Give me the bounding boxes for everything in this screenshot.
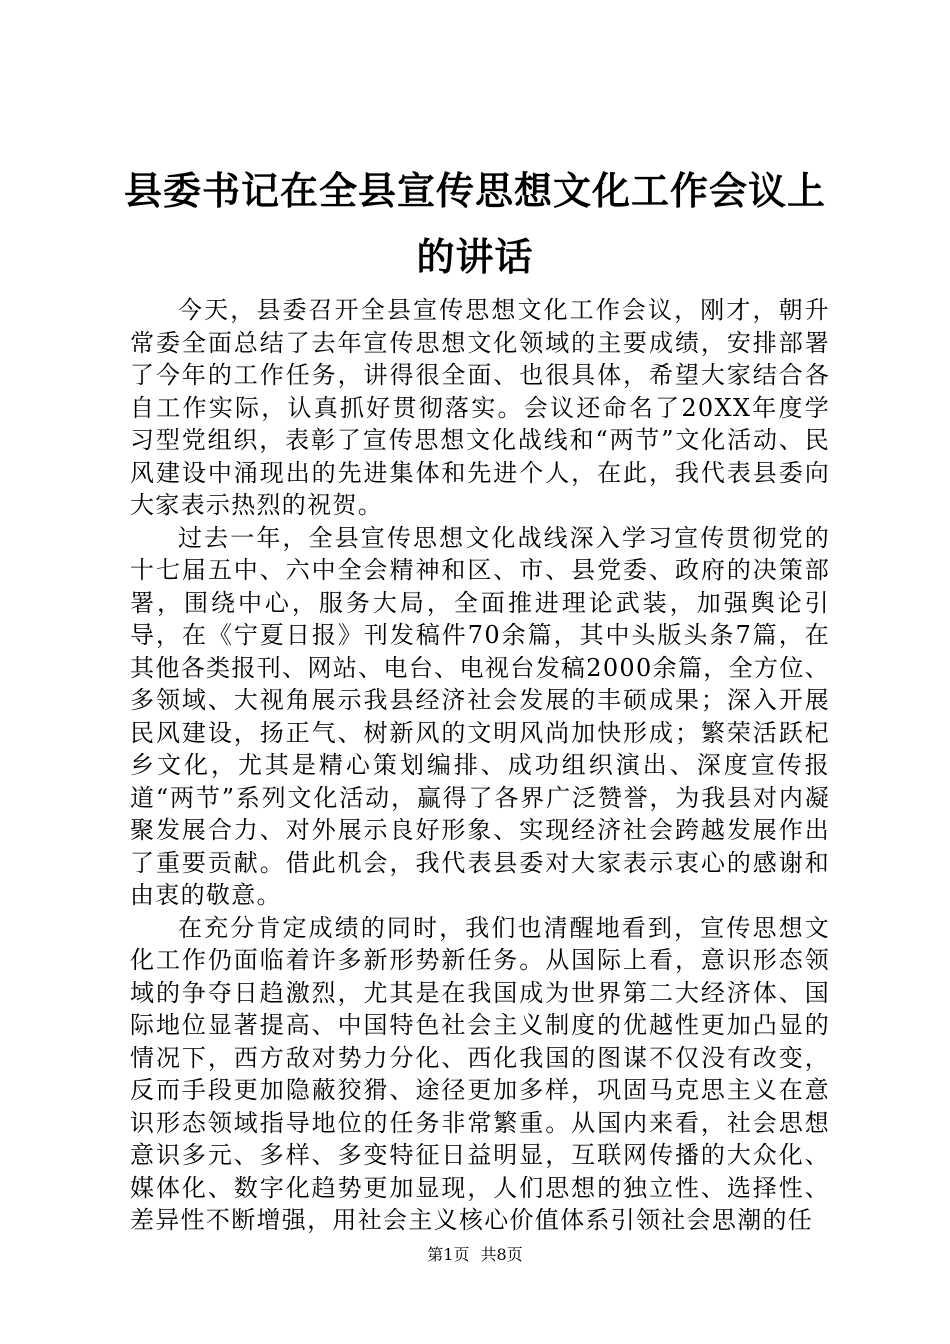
page-total: 共8页	[480, 1245, 523, 1264]
page-footer	[0, 1245, 950, 1265]
document-body	[130, 294, 830, 1237]
paragraph: 过去一年，全县宣传思想文化战线深入学习宣传贯彻党的十七届五中、六中全会精神和区、市、县党委、政府的决策部署，围绕中心，服务大局，全面推进理论武装，加强舆论引导，在《宁夏日报》刊发稿件70余篇，其中头版头条7篇，在其他各类报刊、网站、电台、电视台发稿2000余篇，全方位、多领域、大视角展示我县经济社会发展的丰硕成果；深入开展民风建设，扬正气、树新风的文明风尚加快形成；繁荣活跃杞乡文化，尤其是精心策划编排、成功组织演出、深度宣传报道“两节”系列文化活动，赢得了各界广泛赞誉，为我县对内凝聚发展合力、对外展示良好形象、实现经济社会跨越发展作出了重要贡献。借此机会，我代表县委对大家表示衷心的感谢和由衷的敬意。	[130, 523, 830, 909]
paragraph: 今天，县委召开全县宣传思想文化工作会议，刚才，朝升常委全面总结了去年宣传思想文化领域的主要成绩，安排部署了今年的工作任务，讲得很全面、也很具体，希望大家结合各自工作实际，认真抓好贯彻落实。会议还命名了20XX年度学习型党组织，表彰了宣传思想文化战线和“两节”文化活动、民风建设中涌现出的先进集体和先进个人，在此，我代表县委向大家表示热烈的祝贺。	[130, 296, 830, 519]
document-title: 县委书记在全县宣传思想文化工作会议上的讲话	[123, 168, 826, 279]
page-number: 第1页	[427, 1245, 470, 1264]
paragraph: 在充分肯定成绩的同时，我们也清醒地看到，宣传思想文化工作仍面临着许多新形势新任务。从国际上看，意识形态领域的争夺日趋激烈，尤其是在我国成为世界第二大经济体、国际地位显著提高、中国特色社会主义制度的优越性更加凸显的情况下，西方敌对势力分化、西化我国的图谋不仅没有改变，反而手段更加隐蔽狡猾、途径更加多样，巩固马克思主义在意识形态领域指导地位的任务非常繁重。从国内来看，社会思想意识多元、多样、多变特征日益明显，互联网传播的大众化、媒体化、数字化趋势更加显现，人们思想的独立性、选择性、差异性不断增强，用社会主义核心价值体系引领社会思潮的任	[130, 913, 830, 1234]
